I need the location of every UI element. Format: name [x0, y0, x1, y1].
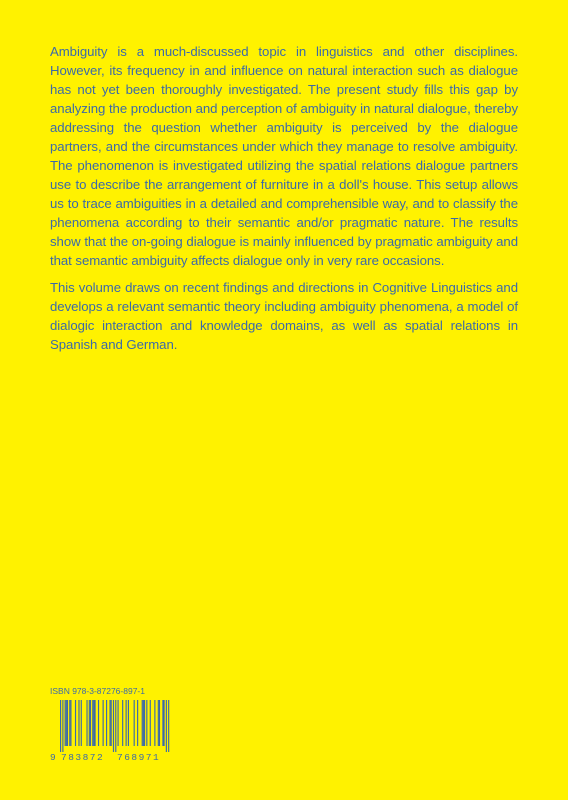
barcode-bar: [106, 700, 107, 746]
barcode-bar: [118, 700, 119, 746]
barcode-bar: [89, 700, 90, 746]
barcode-bar: [154, 700, 155, 746]
barcode-bar: [67, 700, 68, 746]
barcode-bar: [162, 700, 163, 746]
barcode-bar: [98, 700, 99, 746]
barcode-bar: [70, 700, 71, 746]
barcode-bar: [92, 700, 93, 746]
barcode-bar: [75, 700, 76, 746]
barcode-left-digits: 783872: [61, 752, 105, 763]
barcode-bar: [164, 700, 165, 746]
barcode-bar: [128, 700, 129, 746]
barcode-bar: [66, 700, 67, 746]
barcode-bar: [146, 700, 147, 746]
barcode-right-digits: 768971: [117, 752, 161, 763]
barcode-guard-bar: [115, 700, 116, 752]
barcode-bar: [137, 700, 138, 746]
barcode-bar: [109, 700, 110, 746]
barcode-guard-bar: [168, 700, 169, 752]
barcode-guard-bar: [113, 700, 114, 752]
barcode-bar: [86, 700, 87, 746]
barcode-bar: [142, 700, 143, 746]
barcode-bar: [150, 700, 151, 746]
barcode-bar: [93, 700, 94, 746]
barcode-bar: [81, 700, 82, 746]
barcode-bar: [69, 700, 70, 746]
barcode-bar: [159, 700, 160, 746]
barcode-bar: [144, 700, 145, 746]
barcode-bar: [111, 700, 112, 746]
barcode-bar: [65, 700, 66, 746]
barcode-bar: [122, 700, 123, 746]
barcode-bar: [134, 700, 135, 746]
barcode-guard-bar: [166, 700, 167, 752]
barcode-first-digit: 9: [50, 752, 56, 763]
barcode-bar: [126, 700, 127, 746]
barcode-bar: [143, 700, 144, 746]
barcode-guard-bar: [60, 700, 61, 752]
blurb-paragraph-1: Ambiguity is a much-discussed topic in linguistics and other disciplines. However, its frequency in and influence on natural interaction such as dialogue has not yet been thoroughly investigated. The present study fills this gap by analyzing the production and perception of ambiguity in natural dialogue, thereby addressing the question whether ambiguity is perceived by the dialogue partners, and the circumstances under which they manage to resolve ambiguity. The phenomenon is investigated utilizing the spatial relations dialogue partners use to describe the arrangement of furniture in a doll's house. This setup allows us to trace ambiguities in a detailed and comprehensible way, and to classify the phenomena according to their semantic and/or pragmatic nature. The results show that the on-going dialogue is mainly influenced by pragmatic ambiguity and that semantic ambiguity affects dialogue only in very rare occasions.: [50, 44, 518, 268]
barcode-bars: [50, 700, 180, 752]
barcode-guard-bar: [62, 700, 63, 752]
barcode-digits: [50, 752, 180, 764]
isbn-label: ISBN 978-3-87276-897-1: [50, 686, 145, 696]
blurb-text: [50, 42, 518, 362]
barcode-bar: [78, 700, 79, 746]
barcode-bar: [103, 700, 104, 746]
barcode-bar: [95, 700, 96, 746]
barcode-bar: [90, 700, 91, 746]
barcode: [50, 700, 180, 752]
barcode-bar: [158, 700, 159, 746]
blurb-paragraph-2: This volume draws on recent findings and directions in Cognitive Linguistics and develops a relevant semantic theory including ambiguity phenomena, a model of dialogic interaction and knowledge domains, as well as spatial relations in Spanish and German.: [50, 280, 518, 352]
